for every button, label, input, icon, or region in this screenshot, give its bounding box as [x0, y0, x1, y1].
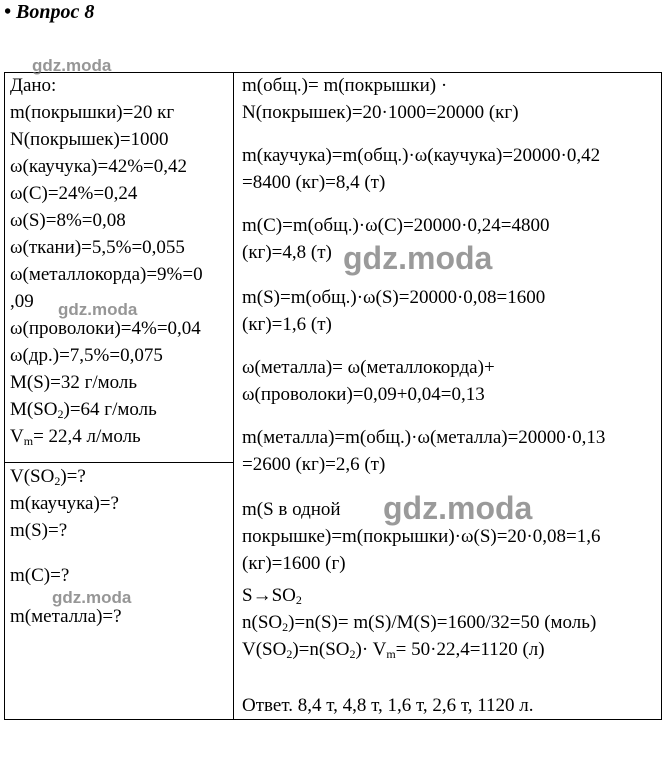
column-divider	[233, 72, 234, 720]
solution-line: m(каучука)=m(общ.)·ω(каучука)=20000·0,42	[242, 145, 601, 166]
question-title: • Вопрос 8	[4, 1, 95, 23]
given-line: ω(проволоки)=4%=0,04	[10, 318, 201, 339]
given-line: m(покрышки)=20 кг	[10, 102, 175, 123]
given-line: $M(SO_2)=64$ г/моль	[10, 399, 157, 421]
solution-line: m(общ.)= m(покрышки) ·	[242, 75, 448, 96]
solution-line: ω(проволоки)=0,09+0,04=0,13	[242, 384, 485, 405]
given-line: N(покрышек)=1000	[10, 129, 169, 150]
find-line: $V(SO_2)=$?	[10, 466, 86, 488]
given-line: ,09	[10, 291, 34, 312]
given-line: $V_m= 22,4$ л/моль	[10, 426, 141, 448]
watermark: gdz.moda	[32, 56, 112, 75]
given-line: ω(S)=8%=0,08	[10, 210, 126, 231]
solution-line: N(покрышек)=20·1000=20000 (кг)	[242, 102, 519, 123]
solution-line: $S\to SO_2$	[242, 585, 302, 607]
watermark: gdz.moda	[58, 300, 138, 319]
answer-line: Ответ. 8,4 т, 4,8 т, 1,6 т, 2,6 т, 1120 л.	[242, 695, 534, 716]
solution-line: ω(металла)= ω(металлокорда)+	[242, 357, 495, 378]
solution-line: $n(SO_2)=n(S)= m(S)/M(S)=1600/32=50$ (моль)	[242, 612, 597, 634]
given-line: M(S)=32 г/моль	[10, 372, 138, 393]
solution-line: (кг)=1,6 (т)	[242, 314, 332, 335]
solution-line: m(металла)=m(общ.)·ω(металла)=20000·0,13	[242, 427, 606, 448]
given-line: ω(др.)=7,5%=0,075	[10, 345, 163, 366]
solution-line: $V(SO_2)=n(SO_2)\cdot V_m= 50\cdot 22,4=1120$ (л)	[242, 639, 545, 661]
watermark: gdz.moda	[383, 490, 533, 526]
find-line: m(металла)=?	[10, 606, 122, 627]
find-line: m(S)=?	[10, 520, 68, 541]
solution-line: m(S)=m(общ.)·ω(S)=20000·0,08=1600	[242, 287, 546, 308]
find-line: m(каучука)=?	[10, 493, 119, 514]
solution-line: покрышке)=m(покрышки)·ω(S)=20·0,08=1,6	[242, 526, 601, 547]
solution-line: m(C)=m(общ.)·ω(C)=20000·0,24=4800	[242, 215, 550, 236]
given-line: ω(C)=24%=0,24	[10, 183, 138, 204]
given-line: ω(каучука)=42%=0,42	[10, 156, 188, 177]
given-find-divider	[4, 462, 234, 463]
watermark: gdz.moda	[52, 588, 132, 607]
given-line: ω(металлокорда)=9%=0	[10, 264, 203, 285]
solution-line: (кг)=1600 (г)	[242, 553, 346, 574]
given-line: ω(ткани)=5,5%=0,055	[10, 237, 185, 258]
solution-line: =8400 (кг)=8,4 (т)	[242, 172, 386, 193]
solution-line: =2600 (кг)=2,6 (т)	[242, 454, 386, 475]
find-line: m(C)=?	[10, 565, 70, 586]
solution-line: (кг)=4,8 (т)	[242, 242, 332, 263]
given-header: Дано:	[10, 75, 57, 96]
watermark: gdz.moda	[343, 240, 493, 276]
solution-line: m(S в одной	[242, 499, 341, 520]
